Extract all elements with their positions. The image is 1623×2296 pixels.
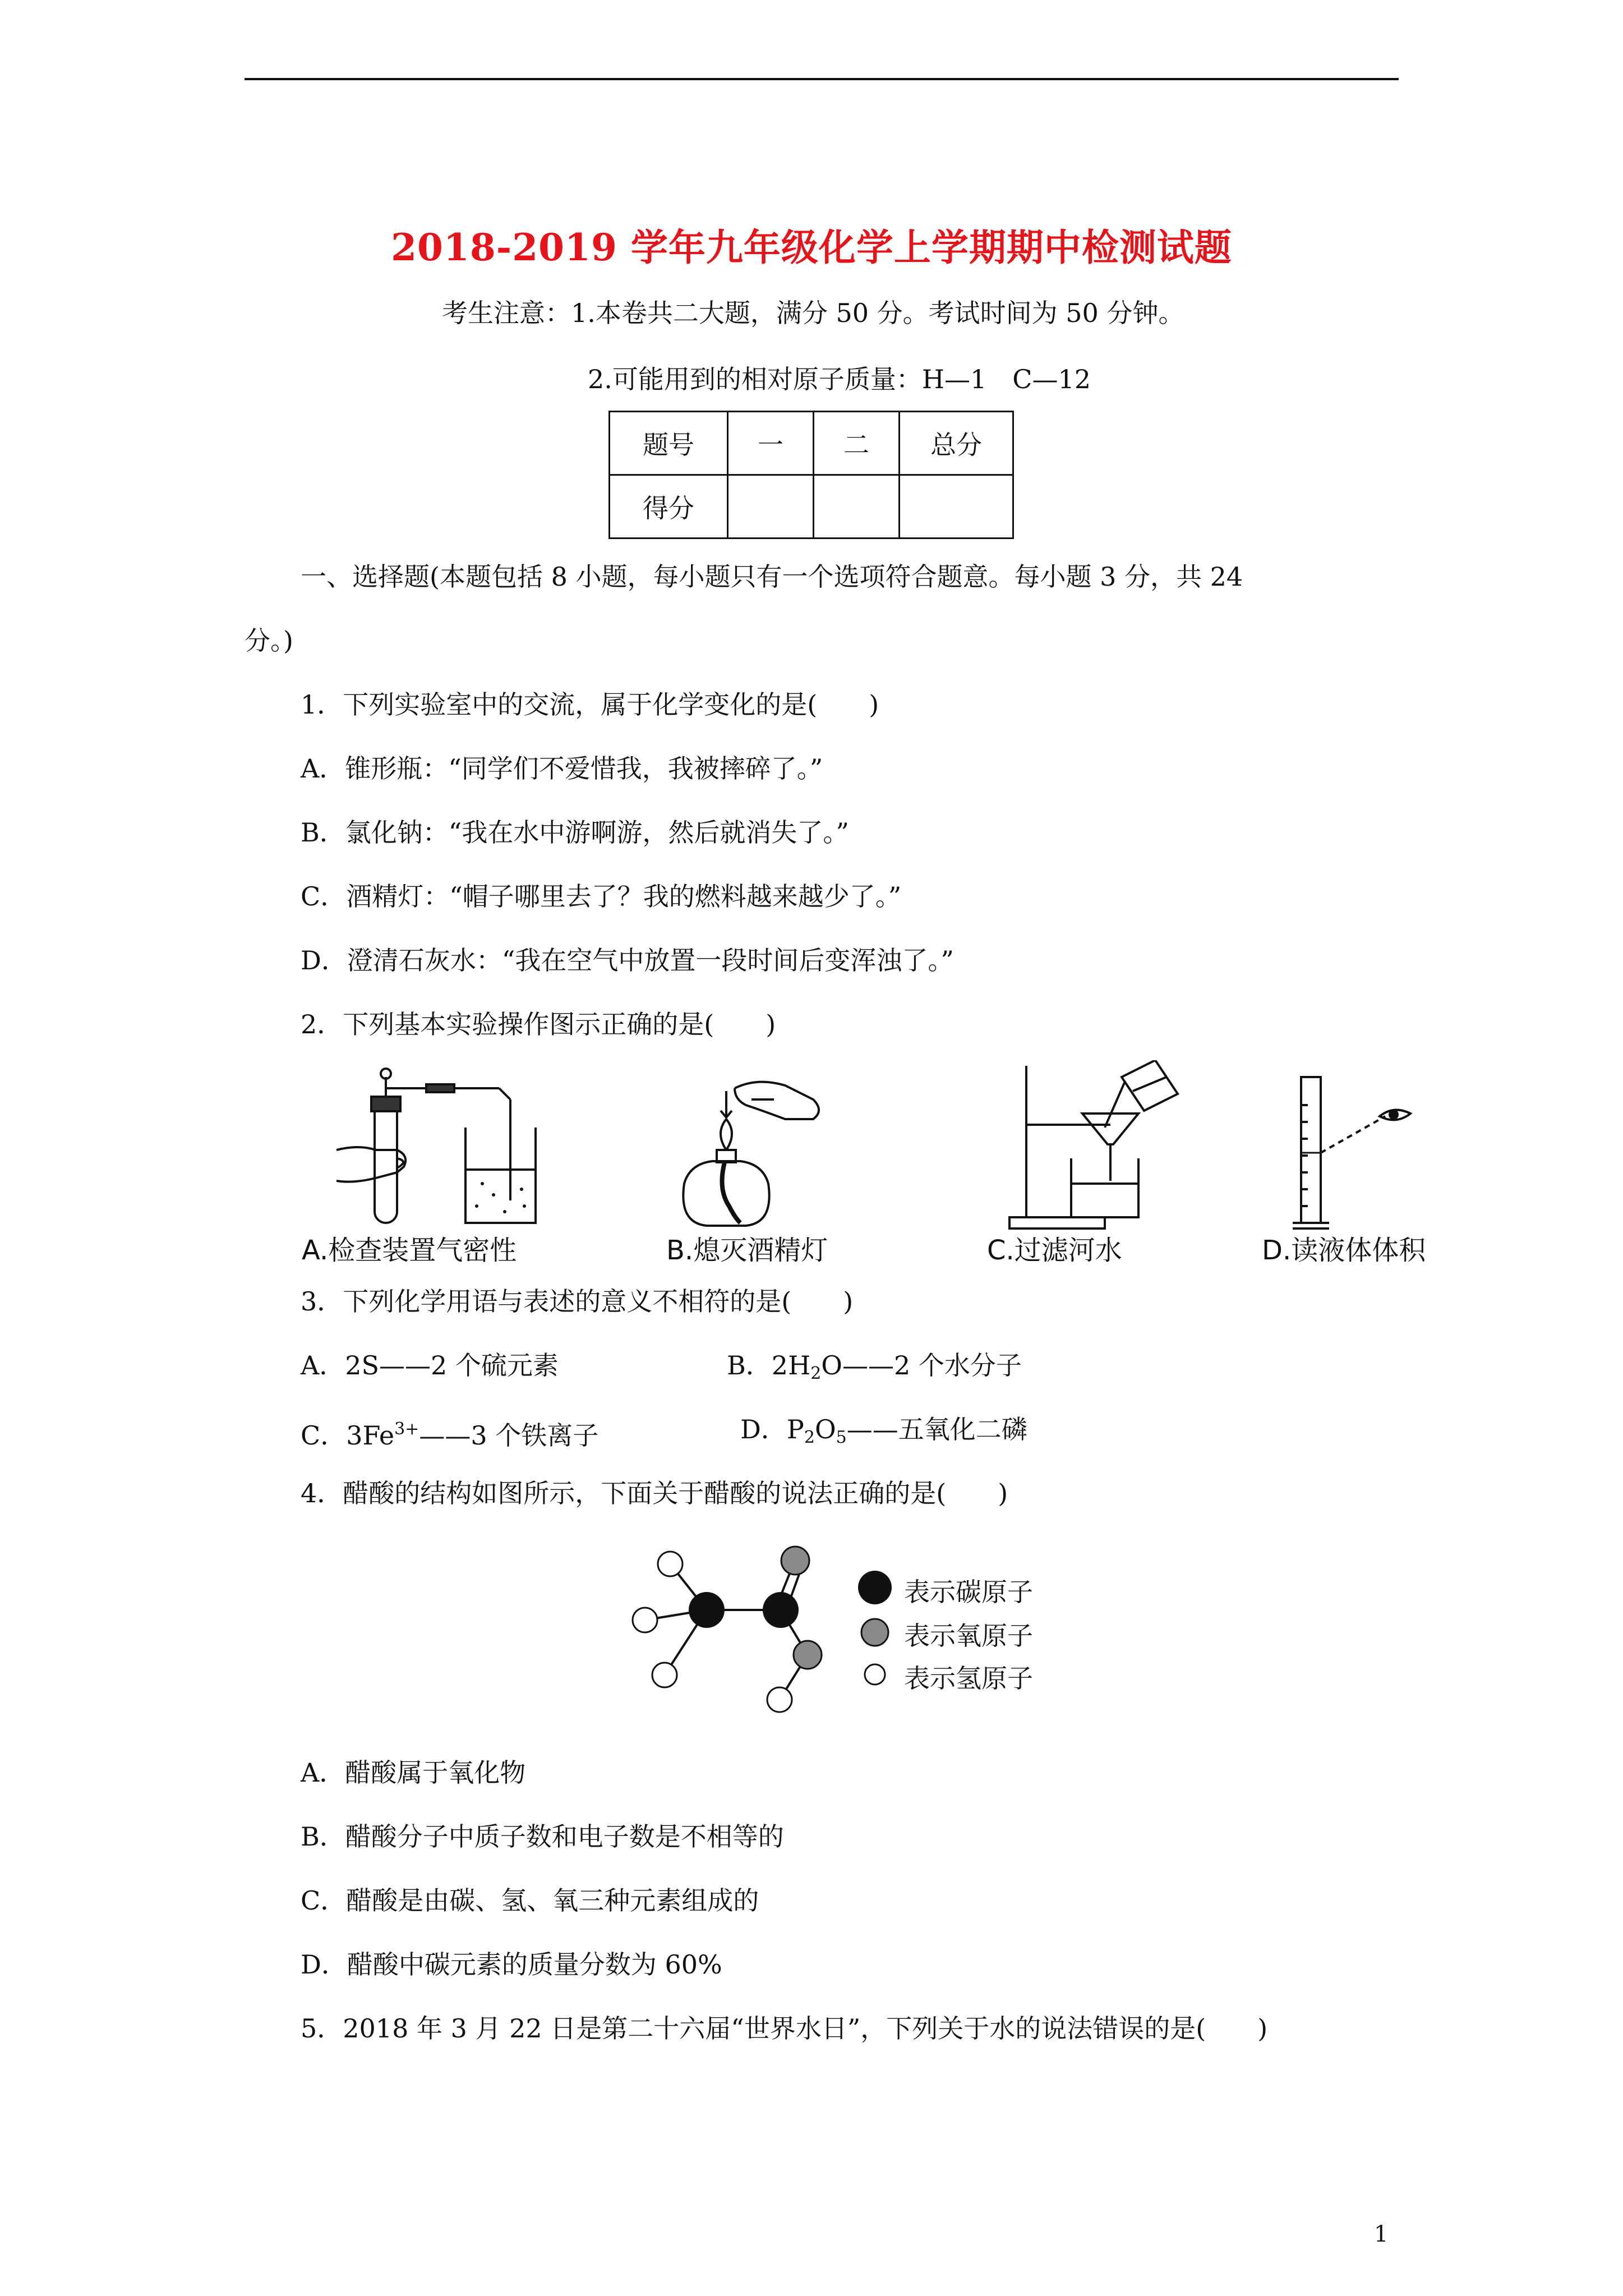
score-cell-total[interactable]	[900, 475, 1013, 539]
figure-c-label: C.过滤河水	[987, 1235, 1122, 1266]
figure-b-alcohol-lamp	[662, 1066, 830, 1234]
score-header-total: 总分	[900, 412, 1013, 475]
q3-stem: 3．下列化学用语与表述的意义不相符的是( )	[301, 1286, 854, 1317]
figure-a-label: A.检查装置气密性	[302, 1235, 517, 1266]
score-row-label: 得分	[610, 475, 728, 539]
figure-b-label: B.熄灭酒精灯	[666, 1235, 828, 1266]
q4-option-c: C．醋酸是由碳、氢、氧三种元素组成的	[301, 1885, 759, 1916]
q4-stem: 4．醋酸的结构如图所示，下面关于醋酸的说法正确的是( )	[301, 1478, 1008, 1508]
q3-option-d: D．$P_2O_5——$五氧化二磷	[740, 1414, 1027, 1447]
hydrogen-atom-2	[633, 1608, 657, 1632]
page-number: 1	[1374, 2221, 1389, 2247]
q1-stem: 1．下列实验室中的交流，属于化学变化的是( )	[301, 689, 879, 720]
hydrogen-atom-1	[658, 1552, 683, 1576]
score-header-label: 题号	[610, 412, 728, 475]
score-table	[608, 411, 1014, 539]
section1-line-2: 分。)	[245, 625, 293, 656]
score-cell-2[interactable]	[814, 475, 900, 539]
section1-line-1: 一、选择题(本题包括 8 小题，每小题只有一个选项符合题意。每小题 3 分，共 24	[301, 562, 1243, 592]
carbon-atom-2	[763, 1592, 799, 1628]
oxygen-atom-2	[794, 1641, 822, 1669]
score-cell-1[interactable]	[728, 475, 814, 539]
notice-line-2: 2.可能用到的相对原子质量：H—1 C—12	[588, 364, 1091, 394]
notice-line-1: 考生注意：1.本卷共二大题，满分 50 分。考试时间为 50 分钟。	[442, 298, 1184, 328]
page-title: 2018-2019 学年九年级化学上学期期中检测试题	[391, 226, 1232, 269]
q1-option-d: D．澄清石灰水：“我在空气中放置一段时间后变浑浊了。”	[301, 945, 954, 976]
q3-option-b: B．$2H_2O——2$ 个水分子	[727, 1350, 1022, 1383]
q3-option-c: C．$3Fe^{3+}——3$ 个铁离子	[301, 1419, 599, 1451]
score-header-2: 二	[814, 412, 900, 475]
hydrogen-atom-4	[767, 1687, 792, 1712]
q4-option-b: B．醋酸分子中质子数和电子数是不相等的	[301, 1821, 784, 1852]
q4-option-d: D．醋酸中碳元素的质量分数为 60%	[301, 1949, 722, 1980]
legend-oxygen-icon	[861, 1619, 888, 1646]
legend-hydrogen-label: 表示氢原子	[904, 1663, 1033, 1694]
score-header-1: 一	[728, 412, 814, 475]
q4-option-a: A．醋酸属于氧化物	[301, 1757, 526, 1788]
legend-carbon-label: 表示碳原子	[904, 1577, 1033, 1607]
figure-d-label: D.读液体体积	[1262, 1235, 1426, 1266]
acetic-acid-structure	[623, 1537, 858, 1728]
q5-stem: 5．2018 年 3 月 22 日是第二十六届“世界水日”，下列关于水的说法错误的是( )	[301, 2013, 1268, 2044]
legend-carbon-icon	[858, 1571, 892, 1604]
figure-d-graduated-cylinder	[1290, 1071, 1419, 1234]
top-rule	[245, 78, 1399, 80]
legend-hydrogen-icon	[865, 1664, 885, 1685]
q1-option-a: A．锥形瓶：“同学们不爱惜我，我被摔碎了。”	[301, 753, 823, 784]
figure-a-airtightness	[325, 1066, 538, 1234]
q1-option-b: B．氯化钠：“我在水中游啊游，然后就消失了。”	[301, 817, 849, 848]
legend-symbols	[857, 1571, 896, 1700]
q2-stem: 2．下列基本实验操作图示正确的是( )	[301, 1009, 776, 1039]
hydrogen-atom-3	[652, 1663, 677, 1687]
figure-c-filtration	[1004, 1060, 1183, 1234]
carbon-atom-1	[689, 1592, 725, 1628]
q3-option-a: A．2S——2 个硫元素	[301, 1350, 559, 1381]
legend-oxygen-label: 表示氧原子	[904, 1621, 1033, 1651]
oxygen-atom-1	[781, 1547, 809, 1575]
q1-option-c: C．酒精灯：“帽子哪里去了？我的燃料越来越少了。”	[301, 881, 902, 912]
